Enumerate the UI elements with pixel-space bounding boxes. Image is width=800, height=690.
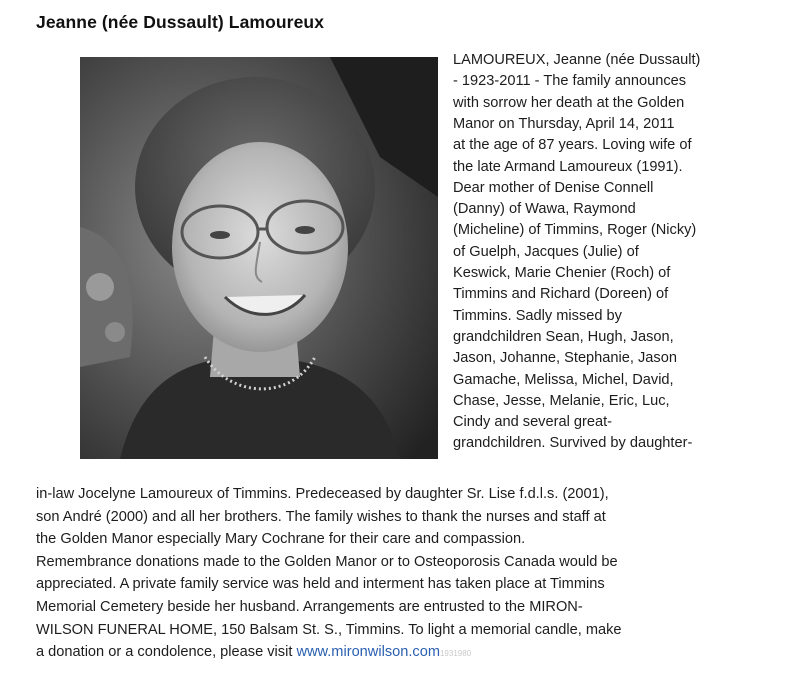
side-text-line: (Micheline) of Timmins, Roger (Nicky) [453, 222, 697, 239]
side-text-line: (Danny) of Wawa, Raymond [453, 201, 636, 218]
side-text-line: grandchildren. Survived by daughter- [453, 435, 693, 452]
side-text-line: grandchildren Sean, Hugh, Jason, [453, 328, 674, 345]
side-text-line: Dear mother of Denise Connell [453, 179, 654, 196]
portrait-illustration [80, 57, 438, 459]
last-line-text: a donation or a condolence, please visit [36, 644, 297, 660]
side-text-line: Chase, Jesse, Melanie, Eric, Luc, [453, 392, 670, 409]
side-text-line: LAMOUREUX, Jeanne (née Dussault) [453, 52, 701, 68]
full-text-line: Remembrance donations made to the Golden Manor or to Osteoporosis Canada would be [36, 553, 618, 570]
full-text-line: in-law Jocelyne Lamoureux of Timmins. Predeceased by daughter Sr. Lise f.d.l.s. (2001), [36, 486, 609, 502]
full-text-line: Memorial Cemetery beside her husband. Arrangements are entrusted to the MIRON- [36, 599, 583, 615]
side-text-line: Timmins. Sadly missed by [453, 307, 622, 324]
side-text-line: with sorrow her death at the Golden [453, 94, 685, 111]
side-text-line: Cindy and several great- [453, 414, 612, 431]
full-text-line: appreciated. A private family service was held and interment has taken place at Timmins [36, 576, 605, 593]
side-text-line: Timmins and Richard (Doreen) of [453, 286, 669, 303]
side-text-line: Manor on Thursday, April 14, 2011 [453, 115, 675, 132]
portrait-photo [80, 57, 438, 459]
ghost-mark: 1931980 [439, 649, 472, 658]
side-text-line: at the age of 87 years. Loving wife of [453, 137, 692, 154]
side-text-line: the late Armand Lamoureux (1991). [453, 158, 683, 175]
full-text-line: son André (2000) and all her brothers. The family wishes to thank the nurses and staff at [36, 508, 606, 525]
side-text-line: Jason, Johanne, Stephanie, Jason [453, 350, 677, 367]
side-text-line: - 1923-2011 - The family announces [453, 73, 687, 90]
full-text-line: the Golden Manor especially Mary Cochrane for their care and compassion. [36, 531, 526, 548]
side-text-line: Gamache, Melissa, Michel, David, [453, 371, 674, 388]
obituary-heading: Jeanne (née Dussault) Lamoureux [36, 12, 325, 32]
obituary-last-line [36, 642, 471, 664]
side-text-line: Keswick, Marie Chenier (Roch) of [453, 265, 671, 281]
full-text-line: WILSON FUNERAL HOME, 150 Balsam St. S., Timmins. To light a memorial candle, make [36, 621, 622, 638]
website-link[interactable]: www.mironwilson.com [296, 644, 440, 660]
side-text-line: of Guelph, Jacques (Julie) of [453, 243, 639, 260]
